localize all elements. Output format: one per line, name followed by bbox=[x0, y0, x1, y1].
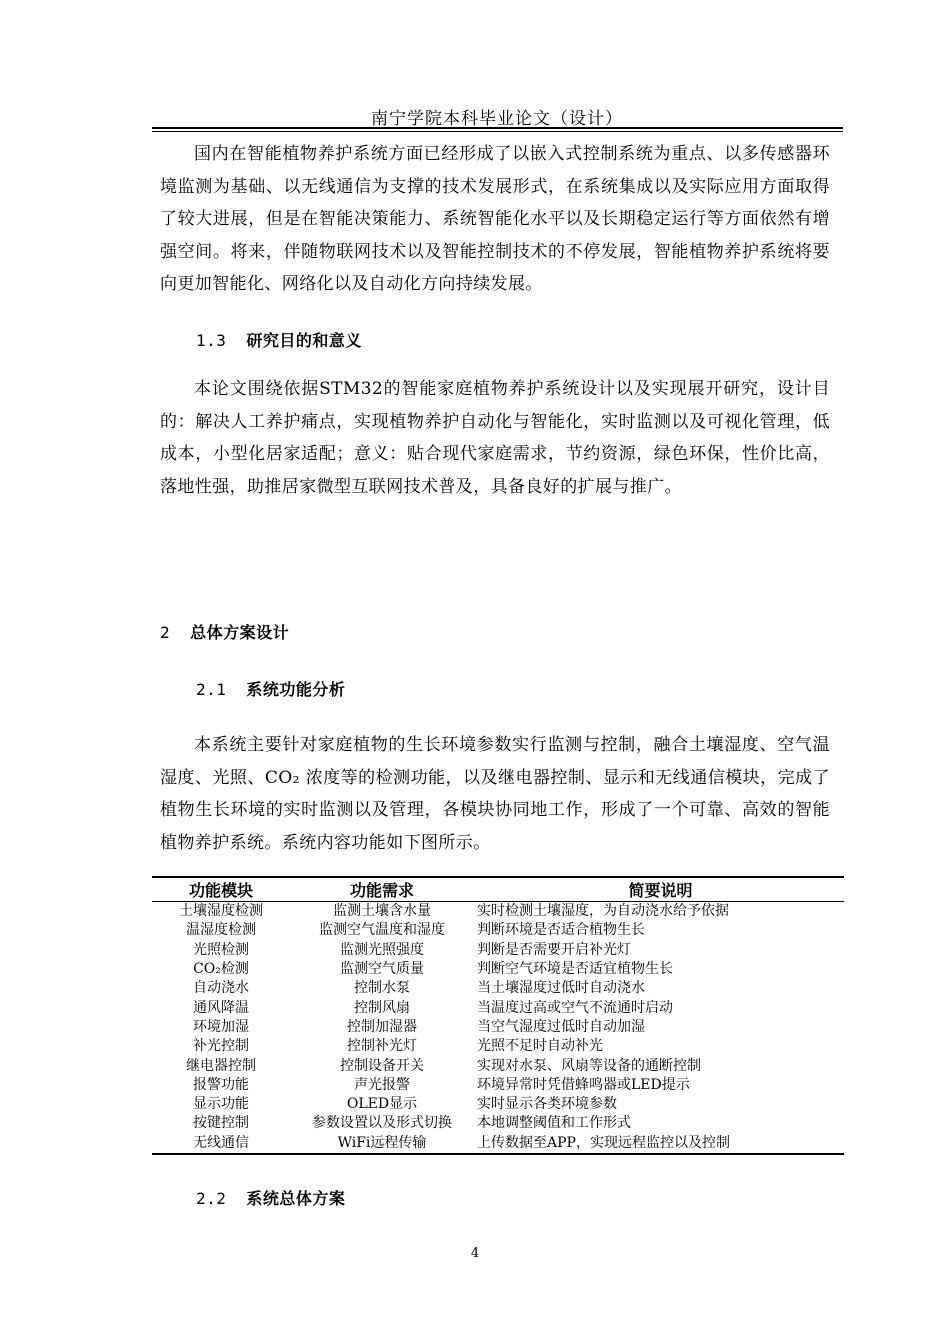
cell-module: 土壤湿度检测 bbox=[179, 903, 263, 920]
table-row bbox=[152, 1037, 844, 1056]
cell-description: 实时显示各类环境参数 bbox=[477, 1096, 617, 1113]
cell-module: 按键控制 bbox=[193, 1115, 249, 1132]
cell-description: 实现对水泵、风扇等设备的通断控制 bbox=[477, 1057, 701, 1074]
column-header-requirement: 功能需求 bbox=[290, 877, 474, 902]
header-rule bbox=[152, 127, 843, 129]
cell-description: 环境异常时凭借蜂鸣器或LED提示 bbox=[477, 1076, 690, 1093]
paragraph-function-analysis: 本系统主要针对家庭植物的生长环境参数实行监测与控制，融合土壤湿度、空气温湿度、光照、CO₂ 浓度等的检测功能，以及继电器控制、显示和无线通信模块，完成了植物生长环境的实时监测以及管理，各模块协同地工作，形成了一个可靠、高效的智能植物养护系统。系统内容功能如下图所示。 bbox=[160, 735, 830, 853]
cell-requirement: 监测空气温度和湿度 bbox=[319, 922, 445, 939]
cell-description: 上传数据至APP，实现远程监控以及控制 bbox=[474, 1134, 844, 1154]
table-body bbox=[152, 902, 844, 1154]
cell-description: 判断环境是否适合植物生长 bbox=[477, 922, 645, 939]
page-number: 4 bbox=[470, 1246, 480, 1261]
cell-description: 实时检测土壤湿度，为自动浇水给予依据 bbox=[477, 903, 729, 920]
table-row bbox=[152, 902, 844, 922]
section-title: 研究目的和意义 bbox=[246, 331, 362, 350]
paragraph-research-purpose: 本论文围绕依据STM32的智能家庭植物养护系统设计以及实现展开研究，设计目的：解决人工养护痛点，实现植物养护自动化与智能化，实时监测以及可视化管理，低成本，小型化居家适配；意义：贴合现代家庭需求，节约资源，绿色环保，性价比高，落地性强，助推居家微型互联网技术普及，具备良好的扩展与推广。 bbox=[160, 379, 830, 497]
cell-requirement: 监测光照强度 bbox=[340, 941, 424, 958]
table-row bbox=[152, 979, 844, 998]
section-title: 系统总体方案 bbox=[246, 1189, 346, 1208]
cell-description: 当土壤湿度过低时自动浇水 bbox=[477, 980, 645, 997]
chapter-title: 总体方案设计 bbox=[190, 623, 290, 642]
table-header-row bbox=[152, 877, 844, 902]
section-heading-2-2 bbox=[196, 1186, 345, 1209]
cell-requirement: 控制补光灯 bbox=[347, 1038, 417, 1055]
cell-description: 当温度过高或空气不流通时启动 bbox=[477, 999, 673, 1016]
cell-description: 当空气湿度过低时自动加湿 bbox=[477, 1018, 645, 1035]
column-header-module: 功能模块 bbox=[152, 877, 290, 902]
cell-module: 显示功能 bbox=[193, 1096, 249, 1113]
cell-module: 继电器控制 bbox=[186, 1057, 256, 1074]
header-rule-thin bbox=[152, 131, 843, 132]
cell-module: CO₂检测 bbox=[193, 961, 249, 978]
section-heading-2-1 bbox=[196, 677, 345, 700]
table-row bbox=[152, 1076, 844, 1095]
cell-requirement: 声光报警 bbox=[354, 1076, 410, 1093]
section-number: 1.3 bbox=[196, 331, 227, 350]
cell-module: 通风降温 bbox=[193, 999, 249, 1016]
chapter-number: 2 bbox=[160, 623, 171, 642]
table-row bbox=[152, 960, 844, 979]
column-header-description: 简要说明 bbox=[474, 877, 844, 902]
cell-requirement: 控制风扇 bbox=[354, 999, 410, 1016]
cell-requirement: 控制设备开关 bbox=[340, 1057, 424, 1074]
table-row bbox=[152, 998, 844, 1017]
cell-requirement: 参数设置以及形式切换 bbox=[312, 1115, 452, 1132]
cell-module: 温湿度检测 bbox=[186, 922, 256, 939]
cell-requirement: 监测土壤含水量 bbox=[333, 903, 431, 920]
page-header-title: 南宁学院本科毕业论文（设计） bbox=[371, 109, 623, 129]
paragraph-domestic-status: 国内在智能植物养护系统方面已经形成了以嵌入式控制系统为重点、以多传感器环境监测为基础、以无线通信为支撑的技术发展形式，在系统集成以及实际应用方面取得了较大进展，但是在智能决策能力、系统智能化水平以及长期稳定运行等方面依然有增强空间。将来，伴随物联网技术以及智能控制技术的不停发展，智能植物养护系统将要向更加智能化、网络化以及自动化方向持续发展。 bbox=[160, 144, 830, 294]
cell-description: 判断是否需要开启补光灯 bbox=[477, 941, 631, 958]
cell-requirement: WiFi远程传输 bbox=[290, 1134, 474, 1154]
cell-requirement: OLED显示 bbox=[346, 1096, 418, 1113]
cell-module: 无线通信 bbox=[152, 1134, 290, 1154]
function-table bbox=[152, 876, 844, 1155]
table-row bbox=[152, 1114, 844, 1133]
table-row bbox=[152, 1018, 844, 1037]
table-row bbox=[152, 941, 844, 960]
cell-requirement: 控制加湿器 bbox=[347, 1018, 417, 1035]
cell-requirement: 控制水泵 bbox=[354, 980, 410, 997]
cell-description: 光照不足时自动补光 bbox=[477, 1038, 603, 1055]
table-row bbox=[152, 1056, 844, 1075]
cell-module: 报警功能 bbox=[193, 1076, 249, 1093]
table-row bbox=[152, 921, 844, 940]
cell-description: 判断空气环境是否适宜植物生长 bbox=[477, 961, 673, 978]
section-number: 2.1 bbox=[196, 680, 227, 699]
cell-module: 自动浇水 bbox=[193, 980, 249, 997]
section-heading-1-3 bbox=[196, 328, 362, 351]
table-row bbox=[152, 1095, 844, 1114]
section-number: 2.2 bbox=[196, 1189, 227, 1208]
chapter-heading-2 bbox=[160, 620, 289, 643]
cell-description: 本地调整阈值和工作形式 bbox=[477, 1115, 631, 1132]
table-row bbox=[152, 1134, 844, 1154]
cell-module: 补光控制 bbox=[193, 1038, 249, 1055]
cell-requirement: 监测空气质量 bbox=[340, 961, 424, 978]
cell-module: 环境加湿 bbox=[193, 1018, 249, 1035]
cell-module: 光照检测 bbox=[193, 941, 249, 958]
section-title: 系统功能分析 bbox=[246, 680, 346, 699]
